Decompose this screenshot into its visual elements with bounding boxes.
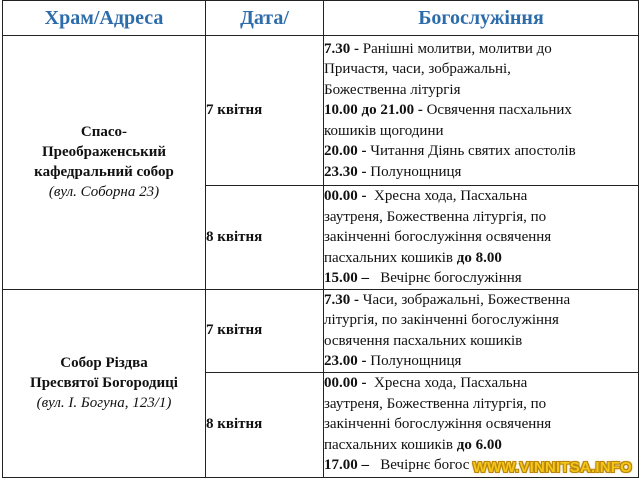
service-line <box>324 141 638 162</box>
service-line <box>324 39 638 60</box>
church-address: (вул. Соборна 23) <box>48 184 160 201</box>
service-line <box>324 59 638 80</box>
service-time: 23.00 - <box>324 353 367 369</box>
schedule-row <box>3 289 639 372</box>
service-text: Хресна хода, Пасхальна <box>366 188 528 204</box>
service-line <box>324 80 638 101</box>
service-description <box>324 186 639 290</box>
church-cell <box>3 36 206 290</box>
service-time: 7.30 - <box>324 40 359 57</box>
header-service: Богослужіння <box>324 1 639 36</box>
service-time: 00.00 - <box>324 375 367 392</box>
service-line <box>324 373 638 394</box>
service-text: кошиків щогодини <box>324 122 444 139</box>
service-date: 8 квітня <box>206 372 324 477</box>
service-text: Ранішні молитви, молитви до <box>359 40 552 57</box>
service-line <box>324 207 638 228</box>
service-time: 7.30 - <box>324 291 359 308</box>
service-time-tail: до 8.00 <box>456 249 502 266</box>
service-text: освячення пасхальних кошиків <box>324 332 523 349</box>
service-text: Божественна літургія <box>324 81 461 98</box>
service-text: закінченні богослужіння освячення <box>324 229 552 245</box>
service-text: літургія, по закінченні богослужіння <box>324 312 559 328</box>
service-line <box>324 248 638 269</box>
church-address: (вул. І. Богуна, 123/1) <box>36 395 172 411</box>
service-text: пасхальних кошиків <box>324 249 457 266</box>
service-time-tail: до 6.00 <box>456 436 502 453</box>
service-text: Освячення пасхальних <box>422 102 572 119</box>
service-text: Вечірнє богос <box>369 457 470 474</box>
service-description <box>324 289 639 372</box>
service-date: 7 квітня <box>206 36 324 186</box>
service-text: Полунощниця <box>366 353 462 369</box>
church-name-line: Спасо- <box>80 124 128 141</box>
service-line <box>324 227 638 248</box>
service-text: Вечірнє богослужіння <box>369 270 522 286</box>
service-line <box>324 310 638 331</box>
service-line <box>324 268 638 289</box>
service-time: 17.00 – <box>324 457 369 474</box>
schedule-row <box>3 36 639 186</box>
service-date: 8 квітня <box>206 186 324 290</box>
church-name-line: Пресвятої Богородиці <box>30 375 178 391</box>
service-time: 20.00 - <box>324 143 367 160</box>
schedule-table <box>2 0 639 478</box>
church-cell <box>3 289 206 477</box>
service-description <box>324 36 639 186</box>
service-line <box>324 394 638 415</box>
service-line <box>324 162 638 183</box>
service-line <box>324 414 638 435</box>
header-church: Храм/Адреса <box>3 1 206 36</box>
service-time: 15.00 – <box>324 270 369 286</box>
service-text: Читання Діянь святих апостолів <box>366 143 576 160</box>
header-date: Дата/ <box>206 1 324 36</box>
service-text: Полунощниця <box>366 163 462 180</box>
church-name-line: кафедральний собор <box>34 164 174 181</box>
service-line <box>324 331 638 352</box>
service-text: заутреня, Божественна літургія, по <box>324 208 547 225</box>
service-text: Причастя, часи, зображальні, <box>324 61 511 78</box>
service-line <box>324 186 638 207</box>
service-date: 7 квітня <box>206 289 324 372</box>
church-name-line: Собор Різдва <box>60 355 148 371</box>
service-text: заутреня, Божественна літургія, по <box>324 395 547 412</box>
site-watermark: WWW.VINNITSA.INFO <box>472 459 632 476</box>
header-row <box>3 1 639 36</box>
church-name-line: Преображенський <box>41 144 166 161</box>
service-line <box>324 121 638 142</box>
service-line <box>324 435 638 456</box>
service-text: Хресна хода, Пасхальна <box>366 375 528 392</box>
service-text: Часи, зображальні, Божественна <box>359 291 571 308</box>
service-line <box>324 290 638 311</box>
service-time: 10.00 до 21.00 - <box>324 102 423 119</box>
service-line <box>324 100 638 121</box>
service-time: 23.30 - <box>324 163 367 180</box>
service-line <box>324 351 638 372</box>
service-time: 00.00 - <box>324 188 367 204</box>
service-text: закінченні богослужіння освячення <box>324 416 552 433</box>
service-text: пасхальних кошиків <box>324 436 457 453</box>
